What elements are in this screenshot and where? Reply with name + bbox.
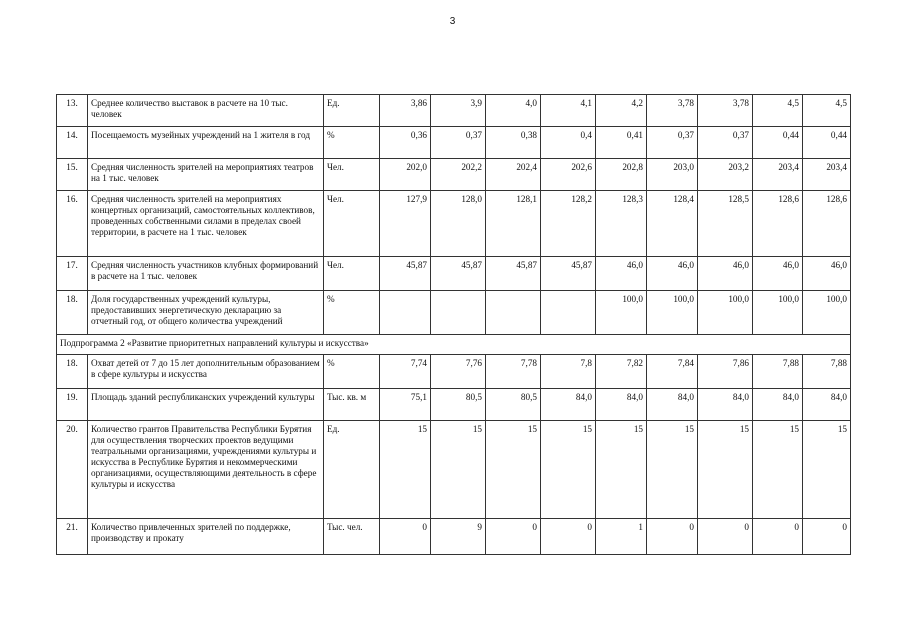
value-cell: 0,4 xyxy=(541,127,596,159)
indicator-description: Среднее количество выставок в расчете на 10 тыс. человек xyxy=(88,95,324,127)
value-cell: 202,6 xyxy=(541,159,596,191)
value-cell: 202,2 xyxy=(431,159,486,191)
value-cell: 15 xyxy=(803,421,851,519)
row-number: 14. xyxy=(57,127,88,159)
value-cell: 0 xyxy=(647,519,698,555)
row-number: 21. xyxy=(57,519,88,555)
indicator-description: Средняя численность участников клубных формирований в расчете на 1 тыс. человек xyxy=(88,257,324,291)
table-row xyxy=(57,421,851,519)
unit-of-measure: Тыс. кв. м xyxy=(324,389,380,421)
value-cell: 84,0 xyxy=(541,389,596,421)
value-cell: 84,0 xyxy=(753,389,803,421)
value-cell: 4,5 xyxy=(803,95,851,127)
indicator-description: Доля государственных учреждений культуры, предоставивших энергетическую декларацию за отчетный год, от общего количества учреждений xyxy=(88,291,324,335)
value-cell: 128,6 xyxy=(753,191,803,257)
indicator-description: Количество грантов Правительства Республики Бурятия для осуществления творческих проектов ведущими театральными организациями, учреждениями культуры и искусства в Республике Бурятия и некоммерческими организациями, осуществляющими деятельность в сфере культуры и искусства xyxy=(88,421,324,519)
value-cell: 84,0 xyxy=(647,389,698,421)
indicator-description: Посещаемость музейных учреждений на 1 жителя в год xyxy=(88,127,324,159)
unit-of-measure: Чел. xyxy=(324,191,380,257)
value-cell: 46,0 xyxy=(753,257,803,291)
indicator-description: Средняя численность зрителей на мероприятиях театров на 1 тыс. человек xyxy=(88,159,324,191)
value-cell: 45,87 xyxy=(380,257,431,291)
value-cell: 46,0 xyxy=(596,257,647,291)
section-header-row xyxy=(57,335,851,355)
table-row xyxy=(57,355,851,389)
unit-of-measure: Чел. xyxy=(324,159,380,191)
value-cell: 128,3 xyxy=(596,191,647,257)
value-cell: 7,84 xyxy=(647,355,698,389)
value-cell: 7,76 xyxy=(431,355,486,389)
indicators-table xyxy=(56,94,851,555)
value-cell: 128,0 xyxy=(431,191,486,257)
value-cell: 203,4 xyxy=(803,159,851,191)
value-cell: 4,0 xyxy=(486,95,541,127)
value-cell xyxy=(541,291,596,335)
value-cell: 7,74 xyxy=(380,355,431,389)
indicator-description: Средняя численность зрителей на мероприятиях концертных организаций, самостоятельных коллективов, проведенных собственными силами в пределах своей территории, в расчете на 1 тыс. человек xyxy=(88,191,324,257)
value-cell: 100,0 xyxy=(647,291,698,335)
table-row xyxy=(57,127,851,159)
value-cell: 46,0 xyxy=(803,257,851,291)
value-cell: 0 xyxy=(803,519,851,555)
value-cell: 7,88 xyxy=(753,355,803,389)
value-cell: 45,87 xyxy=(486,257,541,291)
value-cell: 3,78 xyxy=(647,95,698,127)
value-cell: 128,2 xyxy=(541,191,596,257)
table-row xyxy=(57,159,851,191)
value-cell: 0,38 xyxy=(486,127,541,159)
value-cell: 0,44 xyxy=(753,127,803,159)
row-number: 18. xyxy=(57,291,88,335)
value-cell: 84,0 xyxy=(698,389,753,421)
row-number: 20. xyxy=(57,421,88,519)
value-cell: 46,0 xyxy=(647,257,698,291)
unit-of-measure: Ед. xyxy=(324,95,380,127)
value-cell: 7,86 xyxy=(698,355,753,389)
value-cell xyxy=(431,291,486,335)
table-row xyxy=(57,191,851,257)
value-cell xyxy=(486,291,541,335)
value-cell: 202,8 xyxy=(596,159,647,191)
value-cell: 4,1 xyxy=(541,95,596,127)
value-cell: 203,0 xyxy=(647,159,698,191)
value-cell xyxy=(380,291,431,335)
value-cell: 203,2 xyxy=(698,159,753,191)
value-cell: 0,44 xyxy=(803,127,851,159)
value-cell: 202,4 xyxy=(486,159,541,191)
value-cell: 0,41 xyxy=(596,127,647,159)
value-cell: 45,87 xyxy=(541,257,596,291)
value-cell: 45,87 xyxy=(431,257,486,291)
value-cell: 15 xyxy=(486,421,541,519)
row-number: 15. xyxy=(57,159,88,191)
value-cell: 128,4 xyxy=(647,191,698,257)
value-cell: 84,0 xyxy=(803,389,851,421)
value-cell: 75,1 xyxy=(380,389,431,421)
unit-of-measure: % xyxy=(324,291,380,335)
value-cell: 7,8 xyxy=(541,355,596,389)
value-cell: 100,0 xyxy=(753,291,803,335)
value-cell: 0 xyxy=(753,519,803,555)
value-cell: 80,5 xyxy=(486,389,541,421)
value-cell: 100,0 xyxy=(596,291,647,335)
value-cell: 128,5 xyxy=(698,191,753,257)
value-cell: 7,78 xyxy=(486,355,541,389)
value-cell: 15 xyxy=(380,421,431,519)
value-cell: 0,37 xyxy=(698,127,753,159)
value-cell: 4,2 xyxy=(596,95,647,127)
value-cell: 15 xyxy=(596,421,647,519)
value-cell: 0 xyxy=(698,519,753,555)
value-cell: 15 xyxy=(698,421,753,519)
row-number: 17. xyxy=(57,257,88,291)
subprogram-title: Подпрограмма 2 «Развитие приоритетных направлений культуры и искусства» xyxy=(57,335,851,355)
value-cell: 127,9 xyxy=(380,191,431,257)
value-cell: 203,4 xyxy=(753,159,803,191)
value-cell: 15 xyxy=(541,421,596,519)
row-number: 19. xyxy=(57,389,88,421)
value-cell: 100,0 xyxy=(803,291,851,335)
value-cell: 0,37 xyxy=(647,127,698,159)
value-cell: 46,0 xyxy=(698,257,753,291)
row-number: 16. xyxy=(57,191,88,257)
table-row xyxy=(57,519,851,555)
table-row xyxy=(57,95,851,127)
table-row xyxy=(57,291,851,335)
unit-of-measure: % xyxy=(324,127,380,159)
value-cell: 1 xyxy=(596,519,647,555)
indicator-description: Охват детей от 7 до 15 лет дополнительным образованием в сфере культуры и искусства xyxy=(88,355,324,389)
unit-of-measure: % xyxy=(324,355,380,389)
indicator-description: Количество привлеченных зрителей по поддержке, производству и прокату xyxy=(88,519,324,555)
value-cell: 4,5 xyxy=(753,95,803,127)
value-cell: 84,0 xyxy=(596,389,647,421)
value-cell: 15 xyxy=(431,421,486,519)
unit-of-measure: Ед. xyxy=(324,421,380,519)
table-row xyxy=(57,257,851,291)
value-cell: 15 xyxy=(647,421,698,519)
value-cell: 15 xyxy=(753,421,803,519)
value-cell: 80,5 xyxy=(431,389,486,421)
unit-of-measure: Чел. xyxy=(324,257,380,291)
row-number: 18. xyxy=(57,355,88,389)
value-cell: 202,0 xyxy=(380,159,431,191)
table-row xyxy=(57,389,851,421)
indicator-description: Площадь зданий республиканских учреждений культуры xyxy=(88,389,324,421)
value-cell: 0 xyxy=(541,519,596,555)
page-number: 3 xyxy=(449,16,456,27)
value-cell: 0 xyxy=(486,519,541,555)
value-cell: 7,82 xyxy=(596,355,647,389)
unit-of-measure: Тыс. чел. xyxy=(324,519,380,555)
row-number: 13. xyxy=(57,95,88,127)
value-cell: 100,0 xyxy=(698,291,753,335)
value-cell: 128,6 xyxy=(803,191,851,257)
value-cell: 128,1 xyxy=(486,191,541,257)
value-cell: 3,78 xyxy=(698,95,753,127)
value-cell: 0,36 xyxy=(380,127,431,159)
value-cell: 3,9 xyxy=(431,95,486,127)
value-cell: 7,88 xyxy=(803,355,851,389)
value-cell: 3,86 xyxy=(380,95,431,127)
table-body xyxy=(57,95,851,555)
value-cell: 0 xyxy=(380,519,431,555)
value-cell: 9 xyxy=(431,519,486,555)
value-cell: 0,37 xyxy=(431,127,486,159)
